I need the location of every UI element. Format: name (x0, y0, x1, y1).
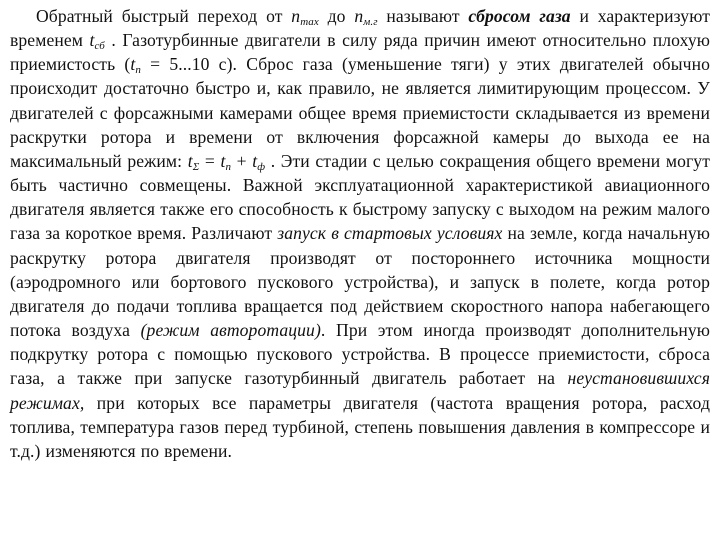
term-autorotation: (режим авторотации) (140, 320, 321, 341)
symbol-t-afterburner: $t_ф$ (252, 150, 266, 173)
term-start-conditions: запуск в стартовых условиях (277, 223, 503, 244)
text-run: при которых все параметры двигателя (частота вращения ротора, расход топлива, температура газов перед турбиной, степень повышения давления в компрессоре и т.д.) изменяются по времени. (10, 392, 710, 461)
symbol-t-acceleration: $t_п$ (130, 54, 141, 77)
symbol-t-release: $t_{сб}$ (89, 30, 105, 53)
term-gas-release: сбросом газа (468, 6, 571, 26)
body-paragraph (10, 4, 710, 463)
symbol-n-max: $n_{max}$ (291, 6, 319, 28)
text-run: называют (377, 6, 469, 26)
symbol-n-idle: $n_{м.г}$ (354, 6, 378, 28)
text-run: . Эти стадии с целью сокращения общего времени могут быть частично совмещены. Важной эксплуатационной характеристикой авиационного двигателя является также его способность к быстрому запуску с выходом на режим малого газа за короткое время. Различают (10, 150, 710, 244)
text-run: . Газотурбинные двигатели в силу ряда причин имеют относительно плохую приемистость ( (10, 30, 710, 75)
text-run: на земле, когда начальную раскрутку ротора двигателя производят от постороннего источника мощности (аэродромного или бортового пускового устройства), и запуск в полете, когда ротор двигателя до подачи топлива вращается под действием скоростного напора набегающего потока воздуха (10, 223, 710, 341)
text-run: до (318, 6, 355, 26)
text-run: и характеризуют временем (10, 6, 711, 51)
text-run: = (199, 150, 221, 171)
symbol-t-spinup: $t_п$ (220, 150, 232, 173)
text-run: + (231, 150, 253, 171)
text-run: Обратный быстрый переход от (36, 6, 292, 26)
text-run: = 5...10 с). Сброс газа (уменьшение тяги) у этих двигателей обычно происходит достаточно быстро и, как правило, не является лимитирующим процессом. У двигателей с форсажными камерами общее время приемистости складывается из времени раскрутки ротора и времени от включения форсажной камеры до выхода ее на максимальный режим: (10, 54, 710, 171)
text-run: . При этом иногда производят дополнительную подкрутку ротора с помощью пускового устройства. В процессе приемистости, сброса газа, а также при запуске газотурбинный двигатель работает на (10, 320, 710, 389)
symbol-t-sum: $t_\Sigma$ (187, 150, 200, 173)
term-unsteady-modes: неустановившихся режимах, (10, 368, 710, 413)
